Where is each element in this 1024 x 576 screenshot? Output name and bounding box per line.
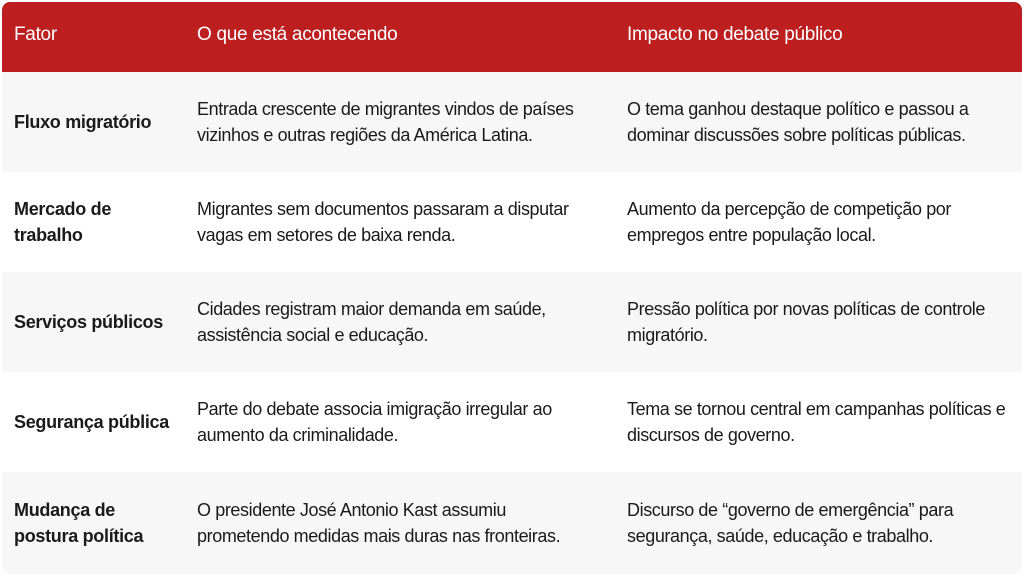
table-row [2,272,1022,372]
factor-cell: Mudança de postura política [14,500,144,546]
header-row [2,2,1022,72]
table-header [2,2,1022,72]
happening-cell: Parte do debate associa imigração irregular ao aumento da criminalidade. [197,399,552,445]
happening-cell: Entrada crescente de migrantes vindos de países vizinhos e outras regiões da América Latina. [197,99,574,145]
impact-cell: Discurso de “governo de emergência” para segurança, saúde, educação e trabalho. [627,500,954,546]
column-header-factor: Fator [14,24,57,45]
factor-cell: Serviços públicos [14,312,163,332]
table-row [2,72,1022,172]
column-header-impact: Impacto no debate público [627,24,843,45]
impact-cell: Aumento da percepção de competição por empregos entre população local. [627,199,952,245]
table-row [2,172,1022,272]
factor-cell: Mercado de trabalho [14,199,112,245]
table-body [2,72,1022,574]
factor-cell: Segurança pública [14,412,169,432]
migration-factors-table-container [2,2,1022,574]
impact-cell: O tema ganhou destaque político e passou a dominar discussões sobre políticas públicas. [627,99,969,145]
impact-cell: Tema se tornou central em campanhas políticas e discursos de governo. [627,399,1006,445]
happening-cell: O presidente José Antonio Kast assumiu prometendo medidas mais duras nas fronteiras. [197,500,561,546]
factor-cell: Fluxo migratório [14,112,152,132]
migration-factors-table [2,2,1022,574]
impact-cell: Pressão política por novas políticas de controle migratório. [627,299,986,345]
column-header-happening: O que está acontecendo [197,24,398,45]
table-row [2,472,1022,574]
happening-cell: Migrantes sem documentos passaram a disputar vagas em setores de baixa renda. [197,199,569,245]
table-row [2,372,1022,472]
happening-cell: Cidades registram maior demanda em saúde, assistência social e educação. [197,299,546,345]
